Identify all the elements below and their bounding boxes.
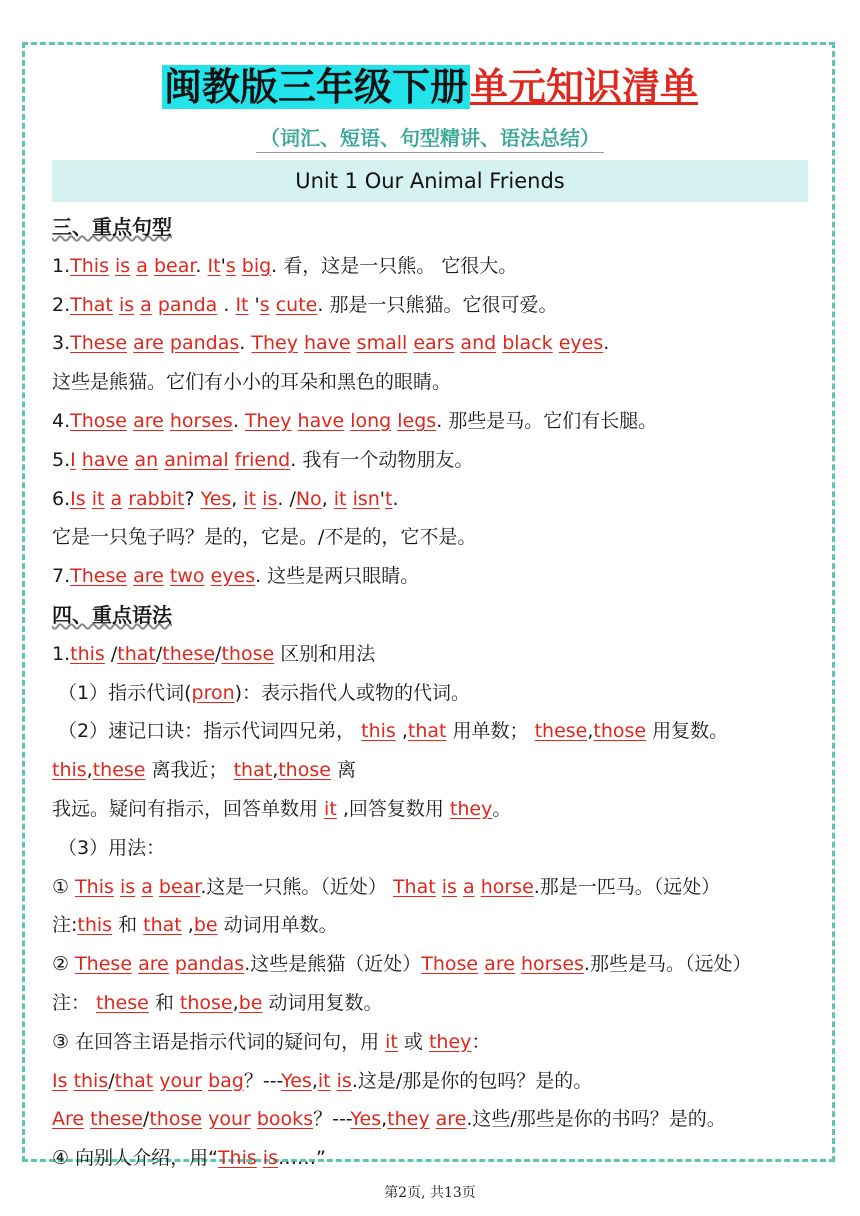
highlighted-word: this xyxy=(70,642,105,665)
text-line xyxy=(52,402,822,441)
line-text: 离我近； xyxy=(145,759,234,782)
line-text: .这是/那是你的包吗？是的。 xyxy=(351,1069,593,1092)
highlighted-word: be xyxy=(238,991,263,1014)
highlighted-word: horse xyxy=(480,875,534,898)
highlighted-word: a xyxy=(110,487,123,510)
highlighted-word: animal xyxy=(164,448,229,471)
highlighted-word: these xyxy=(92,759,146,782)
highlighted-word: this xyxy=(52,759,87,782)
highlighted-word: It xyxy=(235,293,249,316)
highlighted-word: those xyxy=(221,642,275,665)
highlighted-word: t xyxy=(385,487,393,510)
highlighted-word: small xyxy=(356,332,408,355)
text-line xyxy=(52,286,822,325)
highlighted-word: this xyxy=(361,720,396,743)
line-text: , xyxy=(321,487,334,510)
line-text: .这些/那些是你的书吗？是的。 xyxy=(466,1108,726,1131)
line-text: （1）指示代词( xyxy=(58,681,192,704)
highlighted-word: this xyxy=(73,1069,109,1092)
line-text: . 那是一只熊猫。它很可爱。 xyxy=(317,293,558,316)
line-text: . 看，这是一只熊。 它很大。 xyxy=(271,254,518,277)
line-text: 用单数； xyxy=(446,720,535,743)
highlighted-word: are xyxy=(484,953,515,976)
line-text: ③ 在回答主语是指示代词的疑问句，用 xyxy=(52,1030,386,1053)
highlighted-word: these xyxy=(162,642,216,665)
line-text: 5. xyxy=(52,448,71,471)
highlighted-word: that xyxy=(143,914,182,937)
highlighted-word: legs xyxy=(397,409,437,432)
highlighted-word: these xyxy=(96,991,149,1014)
highlighted-word: Yes xyxy=(350,1108,382,1131)
line-text: 6. xyxy=(52,487,71,510)
line-text: / xyxy=(108,1069,115,1092)
line-text: 区别和用法 xyxy=(274,642,376,665)
highlighted-word: These xyxy=(70,565,128,588)
text-line xyxy=(52,247,822,286)
line-text: ： xyxy=(471,1030,491,1053)
line-text: . 这些是两只眼睛。 xyxy=(255,565,420,588)
line-text: , xyxy=(86,759,93,782)
highlighted-word: those xyxy=(593,720,647,743)
highlighted-word: bear xyxy=(153,254,196,277)
line-text: 我远。疑问有指示，回答单数用 xyxy=(52,797,325,820)
highlighted-word: those xyxy=(278,759,331,782)
highlighted-word: that xyxy=(114,1069,154,1092)
text-line xyxy=(52,1062,822,1101)
highlighted-word: are xyxy=(133,565,164,588)
highlighted-word: and xyxy=(460,332,497,355)
highlighted-word: are xyxy=(133,332,164,355)
highlighted-word: eyes xyxy=(210,565,256,588)
highlighted-word: That xyxy=(392,875,436,898)
highlighted-word: bear xyxy=(158,875,201,898)
highlighted-word: is xyxy=(118,293,135,316)
highlighted-word: those xyxy=(149,1108,203,1131)
line-text: 2. xyxy=(52,293,71,316)
text-line xyxy=(52,1023,822,1062)
text-line xyxy=(52,557,822,596)
line-text: ① xyxy=(52,875,76,898)
highlighted-word: long xyxy=(350,409,392,432)
highlighted-word: these xyxy=(90,1108,143,1131)
line-text: 动词用单数。 xyxy=(217,914,338,937)
text-line xyxy=(52,906,822,945)
highlighted-word: Those xyxy=(70,409,128,432)
highlighted-word: bag xyxy=(208,1069,244,1092)
highlighted-word: These xyxy=(70,332,128,355)
highlighted-word: I xyxy=(70,448,76,471)
section-heading-grammar xyxy=(52,596,822,635)
highlighted-word: a xyxy=(141,875,153,898)
text-line xyxy=(52,324,822,363)
section-heading-sentences-text: 三、重点句型 xyxy=(52,215,172,239)
highlighted-word: pandas xyxy=(169,332,240,355)
text-line xyxy=(52,1139,822,1178)
highlighted-word: That xyxy=(70,293,113,316)
text-line xyxy=(52,1100,822,1139)
text-line xyxy=(52,712,822,751)
highlighted-word: eyes xyxy=(558,332,604,355)
highlighted-word: This xyxy=(75,875,114,898)
highlighted-word: they xyxy=(387,1108,430,1131)
line-text: , xyxy=(272,759,279,782)
highlighted-word: this xyxy=(77,914,113,937)
line-text: 动词用复数。 xyxy=(262,991,383,1014)
text-line xyxy=(52,518,822,557)
highlighted-word: a xyxy=(136,254,148,277)
line-text: . / xyxy=(277,487,296,510)
page-title xyxy=(0,60,860,114)
line-text: 注: xyxy=(52,914,78,937)
text-line xyxy=(52,441,822,480)
text-line xyxy=(52,790,822,829)
highlighted-word: This xyxy=(217,1147,257,1170)
line-text: ,回答复数用 xyxy=(336,797,450,820)
line-text: ' xyxy=(248,293,260,316)
highlighted-word: They xyxy=(251,332,298,355)
line-text: .这是一只熊。（近处） xyxy=(200,875,393,898)
highlighted-word: panda xyxy=(157,293,218,316)
line-text: . 那些是马。它们有长腿。 xyxy=(436,409,658,432)
highlighted-word: isn xyxy=(352,487,380,510)
highlighted-word: Is xyxy=(70,487,86,510)
highlighted-word: your xyxy=(208,1108,251,1131)
highlighted-word: they xyxy=(428,1030,472,1053)
highlighted-word: rabbit xyxy=(128,487,185,510)
highlighted-word: that xyxy=(117,642,156,665)
highlighted-word: Those xyxy=(421,953,479,976)
line-text: 和 xyxy=(148,991,180,1014)
line-text: . xyxy=(603,332,610,355)
line-text: / xyxy=(104,642,118,665)
line-text: ？--- xyxy=(243,1069,282,1092)
line-text: , xyxy=(395,720,408,743)
highlighted-word: These xyxy=(75,953,133,976)
line-text: 1. xyxy=(52,642,71,665)
page-footer: 第2页, 共13页 xyxy=(384,1185,476,1201)
line-text: / xyxy=(142,1108,150,1131)
line-text: 这些是熊猫。它们有小小的耳朵和黑色的眼睛。 xyxy=(52,371,452,394)
highlighted-word: They xyxy=(244,409,292,432)
highlighted-word: it xyxy=(91,487,105,510)
highlighted-word: are xyxy=(138,953,169,976)
highlighted-word: it xyxy=(333,487,347,510)
highlighted-word: it xyxy=(385,1030,398,1053)
text-line xyxy=(52,635,822,674)
highlighted-word: these xyxy=(534,720,588,743)
highlighted-word: friend xyxy=(234,448,291,471)
line-text: , xyxy=(231,487,244,510)
highlighted-word: big xyxy=(241,254,272,277)
line-text: 或 xyxy=(397,1030,429,1053)
line-text: . xyxy=(232,409,245,432)
highlighted-word: is xyxy=(262,1147,278,1170)
line-text: （2）速记口诀：指示代词四兄弟， xyxy=(58,720,362,743)
highlighted-word: they xyxy=(449,797,493,820)
line-text: .这些是熊猫（近处） xyxy=(244,953,422,976)
line-text: 。 xyxy=(492,797,512,820)
text-line xyxy=(52,751,822,790)
line-text: , xyxy=(232,991,239,1014)
line-text: （3）用法： xyxy=(58,836,166,859)
highlighted-word: it xyxy=(324,797,337,820)
line-text: . xyxy=(217,293,236,316)
text-line xyxy=(52,868,822,907)
highlighted-word: It xyxy=(207,254,221,277)
text-line xyxy=(52,674,822,713)
highlighted-word: that xyxy=(407,720,447,743)
text-line xyxy=(52,984,822,1023)
line-text: 3. xyxy=(52,332,71,355)
line-text: 4. xyxy=(52,409,71,432)
highlighted-word: your xyxy=(159,1069,203,1092)
highlighted-word: is xyxy=(115,254,131,277)
highlighted-word: have xyxy=(81,448,129,471)
text-line xyxy=(52,945,822,984)
highlighted-word: is xyxy=(441,875,457,898)
unit-heading: Unit 1 Our Animal Friends xyxy=(52,160,808,202)
highlighted-word: This xyxy=(70,254,109,277)
highlighted-word: horses xyxy=(520,953,584,976)
line-text: , xyxy=(381,1108,388,1131)
highlighted-word: be xyxy=(193,914,218,937)
title-part-2: 单元知识清单 xyxy=(470,65,699,109)
line-text: ' xyxy=(220,254,226,277)
highlighted-word: books xyxy=(256,1108,314,1131)
highlighted-word: is xyxy=(336,1069,352,1092)
highlighted-word: Yes xyxy=(281,1069,312,1092)
line-text: 离 xyxy=(330,759,356,782)
line-text: . xyxy=(195,254,208,277)
line-text: . xyxy=(239,332,252,355)
highlighted-word: horses xyxy=(169,409,233,432)
text-line xyxy=(52,363,822,402)
line-text: ? xyxy=(184,487,201,510)
line-text: 和 xyxy=(112,914,144,937)
highlighted-word: it xyxy=(243,487,257,510)
highlighted-word: are xyxy=(133,409,164,432)
highlighted-word: is xyxy=(119,875,136,898)
highlighted-word: ears xyxy=(413,332,455,355)
line-text: 注： xyxy=(52,991,97,1014)
line-text: / xyxy=(155,642,163,665)
line-text: 它是一只兔子吗？是的，它是。/不是的，它不是。 xyxy=(52,526,477,549)
highlighted-word: a xyxy=(140,293,152,316)
highlighted-word: have xyxy=(297,409,345,432)
line-text: .那是一匹马。（远处） xyxy=(533,875,721,898)
line-text: ④ 向别人介绍，用“ xyxy=(52,1147,218,1170)
line-text: ' xyxy=(379,487,386,510)
line-text: ……” xyxy=(277,1147,326,1170)
highlighted-word: s xyxy=(259,293,270,316)
highlighted-word: Yes xyxy=(200,487,232,510)
line-text: . 我有一个动物朋友。 xyxy=(290,448,474,471)
line-text: / xyxy=(215,642,222,665)
highlighted-word: Is xyxy=(52,1069,68,1092)
line-text: , xyxy=(587,720,594,743)
line-text: )：表示指代人或物的代词。 xyxy=(234,681,471,704)
line-text: . xyxy=(392,487,399,510)
text-line xyxy=(52,480,822,519)
highlighted-word: cute xyxy=(275,293,318,316)
line-text: .那些是马。（远处） xyxy=(583,953,752,976)
section-heading-sentences xyxy=(52,208,822,247)
line-text: 1. xyxy=(52,254,71,277)
highlighted-word: it xyxy=(317,1069,331,1092)
line-text: , xyxy=(311,1069,318,1092)
highlighted-word: s xyxy=(225,254,236,277)
highlighted-word: have xyxy=(304,332,351,355)
highlighted-word: those xyxy=(179,991,233,1014)
line-text: , xyxy=(181,914,194,937)
title-part-1: 闽教版三年级下册 xyxy=(163,65,468,109)
highlighted-word: pandas xyxy=(174,953,245,976)
section-heading-grammar-text: 四、重点语法 xyxy=(52,602,172,627)
highlighted-word: black xyxy=(502,332,553,355)
subtitle-text: （词汇、短语、句型精讲、语法总结） xyxy=(256,126,604,153)
line-text: 用复数。 xyxy=(646,720,729,743)
highlighted-word: a xyxy=(462,875,475,898)
line-text: ？--- xyxy=(313,1108,351,1131)
highlighted-word: two xyxy=(169,565,205,588)
highlighted-word: No xyxy=(295,487,322,510)
highlighted-word: pron xyxy=(191,681,235,704)
highlighted-word: is xyxy=(262,487,278,510)
content xyxy=(52,208,822,1178)
line-text: ② xyxy=(52,953,76,976)
subtitle xyxy=(0,122,860,151)
text-line xyxy=(52,829,822,868)
highlighted-word: Are xyxy=(52,1108,85,1131)
line-text: 7. xyxy=(52,565,71,588)
highlighted-word: that xyxy=(233,759,273,782)
highlighted-word: are xyxy=(435,1108,467,1131)
highlighted-word: an xyxy=(134,448,159,471)
